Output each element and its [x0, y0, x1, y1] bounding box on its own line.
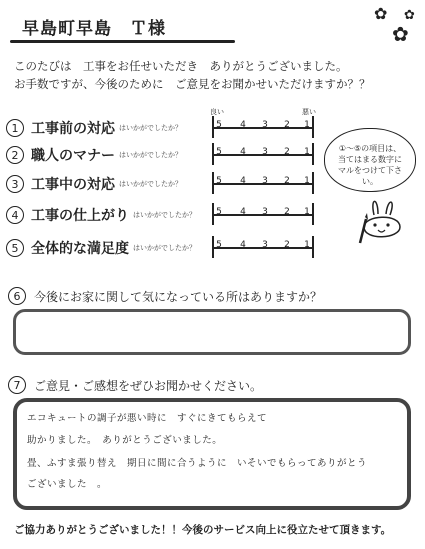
question-label: 工事中の対応 [31, 177, 115, 193]
tick-4[interactable]: 4 [240, 240, 246, 250]
question-label: 全体的な満足度 [31, 241, 129, 257]
tick-3[interactable]: 3 [262, 147, 268, 157]
section-7-heading [8, 376, 262, 394]
question-hint: はいかがでしたか？ [133, 211, 196, 219]
section-7-label: ご意見・ご感想をぜひお聞かせください。 [34, 378, 263, 393]
rating-scale-5[interactable] [212, 236, 314, 258]
question-label: 工事前の対応 [31, 121, 115, 137]
question-number: 2 [6, 146, 24, 164]
tick-2[interactable]: 2 [284, 207, 290, 217]
scale-good-label: 良い [210, 108, 224, 116]
intro-line-1: このたびは 工事をお任せいただき ありがとうございました。 [14, 59, 348, 73]
tick-5[interactable]: 5 [216, 240, 222, 250]
question-number: 5 [6, 239, 24, 257]
question-hint: はいかがでしたか？ [119, 180, 182, 188]
question-hint: はいかがでしたか？ [119, 151, 182, 159]
bubble-line-2: 当てはまる数字に [338, 155, 402, 164]
question-5 [6, 236, 196, 260]
question-number: 3 [6, 175, 24, 193]
bubble-line-1: ①～⑤の項目は、 [338, 144, 402, 153]
rating-scale-1[interactable] [212, 116, 314, 138]
tick-2[interactable]: 2 [284, 176, 290, 186]
rating-scale-4[interactable] [212, 203, 314, 225]
bubble-line-3: マルをつけて下さい。 [338, 166, 402, 186]
section-6-label: 今後にお家に関して気になっている所はありますか？ [34, 289, 323, 304]
footer-thanks: ご協力ありがとうございました！！今後のサービス向上に役立たせて頂きます。 [14, 524, 392, 536]
tick-4[interactable]: 4 [240, 147, 246, 157]
tick-1[interactable]: 1 [304, 147, 310, 157]
question-label: 職人のマナー [31, 148, 115, 164]
question-number: 4 [6, 206, 24, 224]
question-hint: はいかがでしたか？ [119, 124, 182, 132]
tick-1[interactable]: 1 [304, 240, 310, 250]
section-6-heading [8, 287, 322, 305]
rating-scale-3[interactable] [212, 172, 314, 194]
question-2 [6, 143, 182, 167]
answer-line-2: 助かりました。 ありがとうございました。 [27, 435, 223, 446]
intro-line-2: お手数ですが、今後のために ご意見をお聞かせいただけますか？？ [14, 77, 371, 91]
section-7-answer-box[interactable] [13, 398, 411, 510]
tick-1[interactable]: 1 [304, 176, 310, 186]
tick-3[interactable]: 3 [262, 176, 268, 186]
page-title: 早島町早島 Ｔ様 [22, 19, 166, 39]
tick-3[interactable]: 3 [262, 207, 268, 217]
tick-3[interactable]: 3 [262, 240, 268, 250]
star-icon: ✿ [404, 8, 415, 23]
bunny-mascot-icon [356, 195, 408, 245]
answer-line-1: エコキュートの調子が悪い時に すぐにきてもらえて [27, 413, 268, 424]
title-underline [10, 40, 235, 43]
tick-1[interactable]: 1 [304, 120, 310, 130]
tick-5[interactable]: 5 [216, 120, 222, 130]
section-6-answer-box[interactable] [13, 309, 411, 355]
tick-2[interactable]: 2 [284, 147, 290, 157]
tick-2[interactable]: 2 [284, 240, 290, 250]
question-4 [6, 203, 196, 227]
tick-4[interactable]: 4 [240, 176, 246, 186]
question-number: 1 [6, 119, 24, 137]
tick-1[interactable]: 1 [304, 207, 310, 217]
tick-4[interactable]: 4 [240, 207, 246, 217]
tick-5[interactable]: 5 [216, 147, 222, 157]
question-number: 6 [8, 287, 26, 305]
question-hint: はいかがでしたか？ [133, 244, 196, 252]
instruction-bubble [324, 128, 416, 192]
star-icon: ✿ [392, 22, 409, 46]
scale-bad-label: 悪い [302, 108, 316, 116]
star-icon: ✿ [374, 4, 388, 23]
tick-5[interactable]: 5 [216, 207, 222, 217]
answer-line-4: ございました 。 [27, 479, 108, 490]
question-label: 工事の仕上がり [31, 208, 129, 224]
question-1 [6, 116, 182, 140]
question-number: 7 [8, 376, 26, 394]
answer-line-3: 畳、ふすま張り替え 期日に間に合うように いそいでもらってありがとう [27, 458, 368, 469]
tick-2[interactable]: 2 [284, 120, 290, 130]
tick-3[interactable]: 3 [262, 120, 268, 130]
tick-4[interactable]: 4 [240, 120, 246, 130]
tick-5[interactable]: 5 [216, 176, 222, 186]
rating-scale-2[interactable] [212, 143, 314, 165]
question-3 [6, 172, 182, 196]
